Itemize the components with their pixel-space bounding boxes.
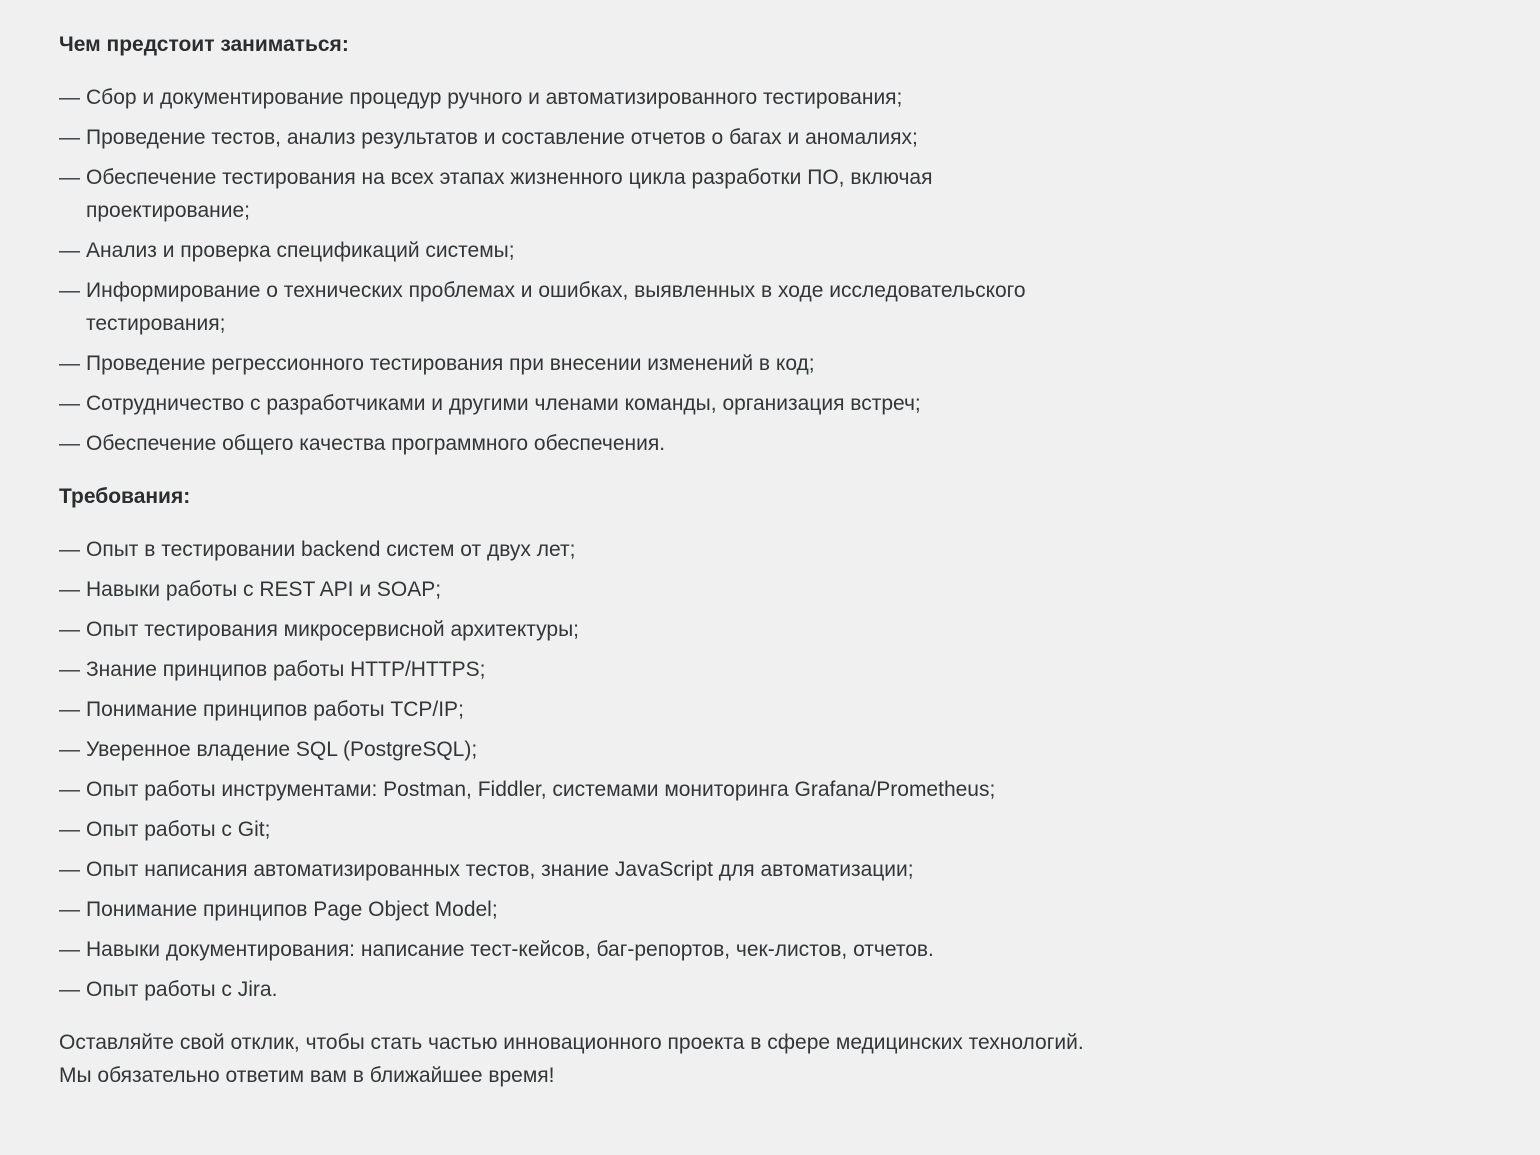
- dash-bullet: —: [59, 658, 80, 681]
- list-item: [59, 427, 1099, 460]
- list-item-text: Опыт написания автоматизированных тестов, знание JavaScript для автоматизации;: [86, 858, 914, 881]
- list-item-text: Проведение тестов, анализ результатов и составление отчетов о багах и аномалиях;: [86, 126, 918, 149]
- duties-list: [59, 81, 1099, 460]
- list-item: [59, 813, 1099, 846]
- list-item: [59, 161, 1099, 227]
- list-item-text: Знание принципов работы HTTP/HTTPS;: [86, 658, 486, 681]
- list-item-text: Понимание принципов Page Object Model;: [86, 898, 498, 921]
- list-item-text: Опыт тестирования микросервисной архитектуры;: [86, 618, 580, 641]
- list-item-text: Понимание принципов работы TCP/IP;: [86, 698, 464, 721]
- list-item-text: Опыт работы инструментами: Postman, Fiddler, системами мониторинга Grafana/Prometheus;: [86, 778, 996, 801]
- list-item-text: Сотрудничество с разработчиками и другими членами команды, организация встреч;: [86, 392, 921, 415]
- dash-bullet: —: [59, 938, 80, 961]
- list-item: [59, 853, 1099, 886]
- list-item-text: Информирование о технических проблемах и ошибках, выявленных в ходе исследовательского тестирования;: [86, 279, 1026, 335]
- list-item: [59, 573, 1099, 606]
- dash-bullet: —: [59, 352, 80, 375]
- dash-bullet: —: [59, 698, 80, 721]
- list-item-text: Анализ и проверка спецификаций системы;: [86, 239, 515, 262]
- requirements-heading: Требования:: [59, 485, 191, 508]
- list-item-text: Обеспечение общего качества программного обеспечения.: [86, 432, 666, 455]
- list-item-text: Обеспечение тестирования на всех этапах жизненного цикла разработки ПО, включая проектирование;: [86, 166, 933, 222]
- requirements-list: [59, 533, 1099, 1006]
- dash-bullet: —: [59, 618, 80, 641]
- dash-bullet: —: [59, 738, 80, 761]
- dash-bullet: —: [59, 392, 80, 415]
- duties-heading: Чем предстоит заниматься:: [59, 33, 349, 56]
- dash-bullet: —: [59, 538, 80, 561]
- list-item: [59, 533, 1099, 566]
- list-item-text: Навыки документирования: написание тест-кейсов, баг-репортов, чек-листов, отчетов.: [86, 938, 934, 961]
- dash-bullet: —: [59, 279, 80, 302]
- dash-bullet: —: [59, 578, 80, 601]
- list-item: [59, 893, 1099, 926]
- list-item: [59, 773, 1099, 806]
- list-item-text: Сбор и документирование процедур ручного и автоматизированного тестирования;: [86, 86, 903, 109]
- dash-bullet: —: [59, 86, 80, 109]
- vacancy-description: [59, 28, 1099, 1092]
- list-item: [59, 613, 1099, 646]
- list-item: [59, 387, 1099, 420]
- dash-bullet: —: [59, 978, 80, 1001]
- list-item: [59, 693, 1099, 726]
- list-item-text: Опыт работы с Git;: [86, 818, 271, 841]
- list-item-text: Уверенное владение SQL (PostgreSQL);: [86, 738, 478, 761]
- dash-bullet: —: [59, 858, 80, 881]
- list-item-text: Навыки работы с REST API и SOAP;: [86, 578, 442, 601]
- list-item: [59, 733, 1099, 766]
- dash-bullet: —: [59, 898, 80, 921]
- list-item: [59, 973, 1099, 1006]
- list-item: [59, 933, 1099, 966]
- list-item-text: Проведение регрессионного тестирования при внесении изменений в код;: [86, 352, 815, 375]
- dash-bullet: —: [59, 818, 80, 841]
- list-item-text: Опыт в тестировании backend систем от двух лет;: [86, 538, 576, 561]
- list-item: [59, 121, 1099, 154]
- list-item: [59, 653, 1099, 686]
- list-item: [59, 81, 1099, 114]
- closing-paragraph: Оставляйте свой отклик, чтобы стать частью инновационного проекта в сфере медицинских технологий. Мы обязательно ответим вам в ближайшее время!: [59, 1031, 1084, 1087]
- dash-bullet: —: [59, 126, 80, 149]
- list-item-text: Опыт работы с Jira.: [86, 978, 278, 1001]
- dash-bullet: —: [59, 166, 80, 189]
- list-item: [59, 234, 1099, 267]
- dash-bullet: —: [59, 239, 80, 262]
- list-item: [59, 347, 1099, 380]
- dash-bullet: —: [59, 778, 80, 801]
- dash-bullet: —: [59, 432, 80, 455]
- list-item: [59, 274, 1099, 340]
